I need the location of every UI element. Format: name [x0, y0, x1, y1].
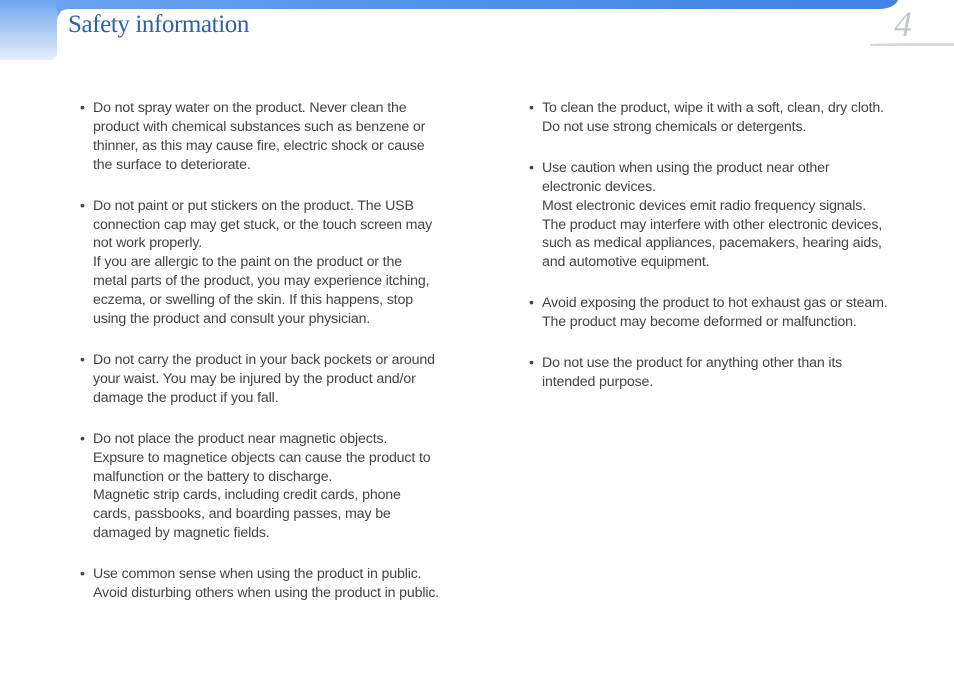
bullet-icon: •: [529, 355, 534, 372]
bullet-icon: •: [529, 159, 534, 176]
text-line: If you are allergic to the paint on the product or the: [93, 254, 402, 271]
page-title: Safety information: [68, 11, 249, 38]
text-line: Avoid exposing the product to hot exhaust gas or steam.: [542, 295, 888, 312]
text-line: Do not place the product near magnetic objects.: [93, 430, 388, 447]
text-line: Do not paint or put stickers on the product. The USB: [93, 197, 414, 214]
bullet-icon: •: [80, 100, 85, 116]
text-line: The product may interfere with other electronic devices,: [542, 216, 883, 233]
text-line: damaged by magnetic fields.: [93, 525, 270, 542]
right-column: [529, 99, 901, 414]
text-line: Most electronic devices emit radio frequency signals.: [542, 197, 867, 214]
text-line: Use caution when using the product near other: [542, 159, 830, 176]
page-number: 4: [894, 4, 912, 44]
text-line: malfunction or the battery to discharge.: [93, 468, 333, 485]
text-line: Do not use the product for anything other than its: [542, 355, 843, 372]
text-line: Expsure to magnetice objects can cause the product to: [93, 449, 431, 466]
text-line: cards, passbooks, and boarding passes, may be: [93, 506, 391, 523]
text-line: connection cap may get stuck, or the touch screen may: [93, 216, 433, 233]
bullet-icon: •: [80, 430, 85, 447]
list-item: [80, 99, 452, 175]
text-line: not work properly.: [93, 235, 203, 252]
text-line: Do not carry the product in your back pockets or around: [93, 351, 435, 368]
list-item: [80, 565, 452, 603]
text-line: using the product and consult your physician.: [93, 311, 371, 328]
text-line: Do not spray water on the product. Never clean the: [93, 100, 407, 116]
list-item: [80, 351, 452, 408]
list-item: [529, 159, 901, 272]
text-line: Avoid disturbing others when using the product in public.: [93, 585, 440, 602]
text-line: thinner, as this may cause fire, electric shock or cause: [93, 137, 425, 154]
text-line: your waist. You may be injured by the product and/or: [93, 370, 416, 387]
text-line: electronic devices.: [542, 178, 656, 195]
list-item: [80, 197, 452, 329]
list-item: [529, 99, 901, 137]
text-line: such as medical appliances, pacemakers, hearing aids,: [542, 235, 882, 252]
text-line: To clean the product, wipe it with a soft, clean, dry cloth.: [542, 100, 884, 116]
text-line: eczema, or swelling of the skin. If this happens, stop: [93, 292, 413, 309]
list-item: [529, 294, 901, 332]
bullet-icon: •: [529, 100, 534, 116]
bullet-icon: •: [529, 295, 534, 312]
text-line: damage the product if you fall.: [93, 389, 279, 406]
left-column: [80, 99, 452, 625]
bullet-icon: •: [80, 197, 85, 214]
text-line: The product may become deformed or malfunction.: [542, 314, 857, 331]
text-line: product with chemical substances such as benzene or: [93, 118, 426, 135]
bullet-icon: •: [80, 351, 85, 368]
text-line: Use common sense when using the product in public.: [93, 566, 422, 583]
text-line: and automotive equipment.: [542, 254, 710, 271]
text-line: Do not use strong chemicals or detergents.: [542, 118, 807, 135]
list-item: [529, 354, 901, 392]
text-line: intended purpose.: [542, 373, 654, 390]
list-item: [80, 430, 452, 543]
text-line: metal parts of the product, you may experience itching,: [93, 273, 430, 290]
bullet-icon: •: [80, 566, 85, 583]
text-line: Magnetic strip cards, including credit cards, phone: [93, 487, 401, 504]
text-line: the surface to deteriorate.: [93, 156, 251, 173]
